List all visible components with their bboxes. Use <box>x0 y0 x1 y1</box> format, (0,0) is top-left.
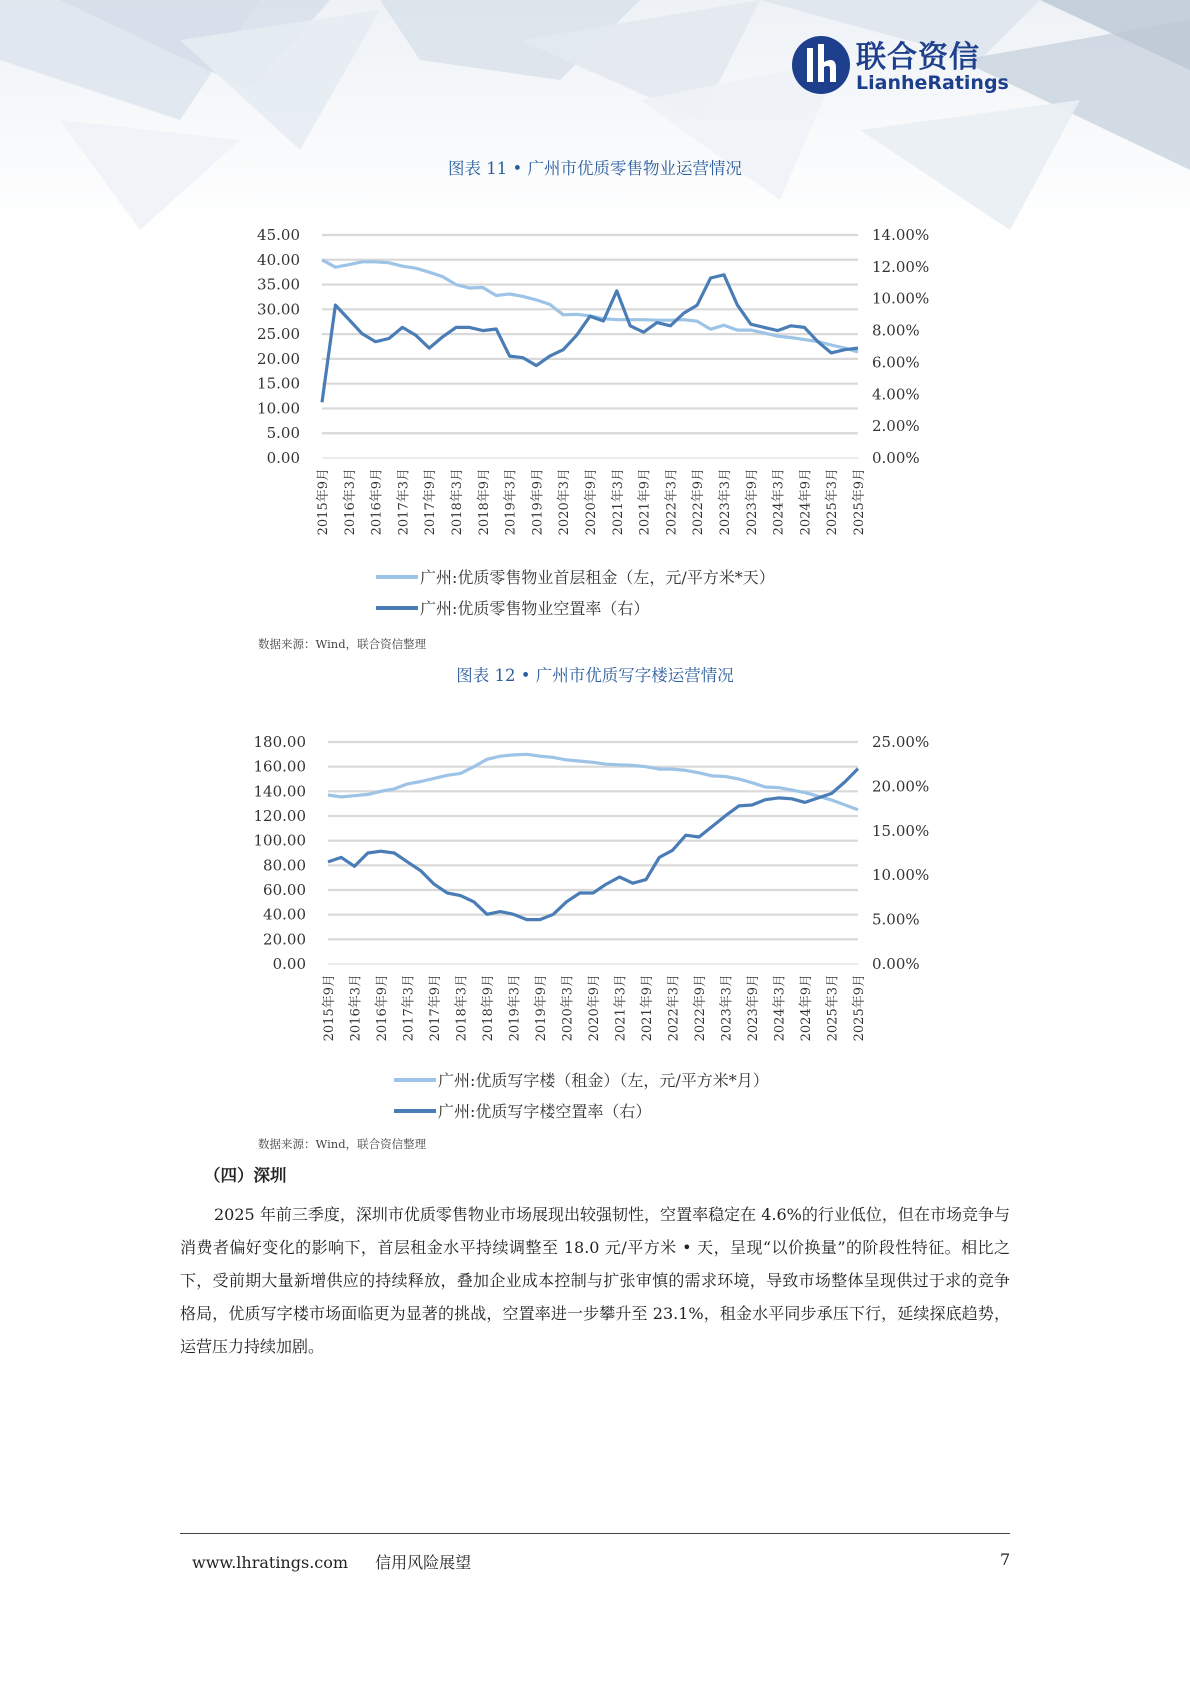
y-right-tick-label: 6.00% <box>872 353 920 372</box>
x-tick-label: 2022年3月 <box>664 468 680 536</box>
x-tick-label: 2025年3月 <box>825 974 841 1042</box>
x-tick-label: 2018年9月 <box>476 468 492 536</box>
company-logo <box>790 32 1020 102</box>
y-left-tick-label: 30.00 <box>257 300 300 319</box>
figure-11-chart <box>240 220 940 630</box>
y-left-tick-label: 35.00 <box>257 275 300 294</box>
x-tick-label: 2020年3月 <box>557 468 573 536</box>
y-left-tick-label: 180.00 <box>253 733 306 751</box>
figure-12-title: 图表 12 • 广州市优质写字楼运营情况 <box>456 666 734 685</box>
x-tick-label: 2021年3月 <box>613 974 629 1042</box>
x-tick-label: 2023年9月 <box>746 974 761 1042</box>
logo-english-name: LianheRatings <box>856 72 1009 94</box>
figure-12-source: 数据来源：Wind，联合资信整理 <box>258 1137 427 1151</box>
x-tick-label: 2019年3月 <box>507 974 523 1042</box>
y-left-tick-label: 40.00 <box>263 905 306 924</box>
x-tick-label: 2019年3月 <box>503 468 519 536</box>
x-tick-label: 2023年3月 <box>718 468 733 536</box>
y-right-tick-label: 10.00% <box>872 866 930 885</box>
x-tick-label: 2024年9月 <box>799 974 814 1042</box>
x-tick-label: 2021年9月 <box>637 468 653 536</box>
x-tick-label: 2018年9月 <box>481 974 496 1042</box>
y-left-tick-label: 60.00 <box>263 881 306 899</box>
y-left-tick-label: 80.00 <box>263 856 306 875</box>
figure-11-title: 图表 11 • 广州市优质零售物业运营情况 <box>448 159 742 178</box>
y-right-tick-label: 0.00% <box>872 955 920 973</box>
y-left-tick-label: 140.00 <box>253 782 306 801</box>
y-right-tick-label: 10.00% <box>872 289 930 308</box>
footer-website: www.lhratings.com <box>192 1553 349 1572</box>
y-right-tick-label: 14.00% <box>872 226 930 244</box>
y-right-tick-label: 15.00% <box>872 821 930 840</box>
y-left-tick-label: 20.00 <box>257 349 300 368</box>
x-tick-label: 2025年3月 <box>825 468 841 536</box>
x-tick-label: 2022年9月 <box>691 468 707 536</box>
section-heading: （四）深圳 <box>204 1166 287 1185</box>
x-tick-label: 2022年3月 <box>666 974 682 1042</box>
footer-publication: 信用风险展望 <box>375 1553 472 1572</box>
x-tick-label: 2025年9月 <box>852 468 867 536</box>
footer-divider <box>180 1533 1010 1534</box>
y-right-tick-label: 4.00% <box>872 385 920 404</box>
lianhe-logo-icon <box>790 34 852 96</box>
section-paragraph <box>180 1198 1010 1363</box>
x-tick-label: 2019年9月 <box>534 974 549 1042</box>
y-left-tick-label: 0.00 <box>266 449 300 467</box>
x-tick-label: 2020年3月 <box>560 974 576 1042</box>
x-tick-label: 2025年9月 <box>852 974 867 1042</box>
x-tick-label: 2024年3月 <box>771 468 787 536</box>
y-right-tick-label: 0.00% <box>872 449 920 467</box>
x-tick-label: 2024年9月 <box>798 468 814 536</box>
x-tick-label: 2021年9月 <box>640 974 655 1042</box>
x-tick-label: 2023年9月 <box>744 468 760 536</box>
y-right-tick-label: 5.00% <box>872 910 920 929</box>
x-tick-label: 2020年9月 <box>587 974 602 1042</box>
x-tick-label: 2015年9月 <box>322 974 337 1042</box>
figure-12-chart <box>240 726 940 1136</box>
series-line-1 <box>322 260 858 352</box>
x-tick-label: 2016年3月 <box>348 974 364 1042</box>
x-tick-label: 2016年9月 <box>369 468 385 536</box>
legend-label-2: 广州:优质写字楼空置率（右） <box>438 1102 652 1121</box>
y-left-tick-label: 40.00 <box>257 250 300 269</box>
x-tick-label: 2019年9月 <box>530 468 546 536</box>
x-tick-label: 2017年9月 <box>428 974 443 1042</box>
paragraph-text: 2025 年前三季度，深圳市优质零售物业市场展现出较强韧性，空置率稳定在 4.6%的行业低位，但在市场竞争与消费者偏好变化的影响下，首层租金水平持续调整至 18.0 元/平方米 • 天，呈现“以价换量”的阶段性特征。相比之下，受前期大量新增供应的持续释放，叠加企业成本控制与扩张审慎的需求环境，导致市场整体呈现供过于求的竞争格局，优质写字楼市场面临更为显著的挑战，空置率进一步攀升至 23.1%，租金水平同步承压下行，延续探底趋势，运营压力持续加剧。 <box>180 1205 1010 1356</box>
legend-label-1: 广州:优质写字楼（租金）（左，元/平方米*月） <box>438 1071 769 1090</box>
y-left-tick-label: 120.00 <box>253 807 306 825</box>
y-left-tick-label: 100.00 <box>253 831 306 850</box>
x-tick-label: 2022年9月 <box>693 974 708 1042</box>
x-tick-label: 2017年9月 <box>423 468 439 536</box>
y-right-tick-label: 20.00% <box>872 777 930 796</box>
y-left-tick-label: 20.00 <box>263 930 306 949</box>
x-tick-label: 2018年3月 <box>454 974 470 1042</box>
y-right-tick-label: 2.00% <box>872 417 920 436</box>
y-left-tick-label: 25.00 <box>257 325 300 344</box>
y-right-tick-label: 25.00% <box>872 733 930 751</box>
x-tick-label: 2016年3月 <box>342 468 358 536</box>
series-line-1 <box>328 754 858 810</box>
y-right-tick-label: 8.00% <box>872 321 920 340</box>
x-tick-label: 2023年3月 <box>719 974 735 1042</box>
legend-label-1: 广州:优质零售物业首层租金（左，元/平方米*天） <box>420 568 775 587</box>
x-tick-label: 2018年3月 <box>450 468 465 536</box>
x-tick-label: 2024年3月 <box>772 974 788 1042</box>
x-tick-label: 2017年3月 <box>401 974 417 1042</box>
y-left-tick-label: 0.00 <box>272 955 306 973</box>
page-number: 7 <box>1000 1550 1011 1569</box>
y-left-tick-label: 15.00 <box>257 374 300 393</box>
logo-chinese-name: 联合资信 <box>856 40 980 75</box>
y-left-tick-label: 45.00 <box>257 226 300 244</box>
y-left-tick-label: 10.00 <box>257 399 300 418</box>
x-tick-label: 2021年3月 <box>610 468 626 536</box>
x-tick-label: 2017年3月 <box>396 468 412 536</box>
y-left-tick-label: 160.00 <box>253 757 306 776</box>
x-tick-label: 2020年9月 <box>584 468 599 536</box>
figure-11-source: 数据来源：Wind，联合资信整理 <box>258 637 427 651</box>
x-tick-label: 2015年9月 <box>316 468 331 536</box>
x-tick-label: 2016年9月 <box>375 974 390 1042</box>
y-left-tick-label: 5.00 <box>266 424 300 443</box>
legend-label-2: 广州:优质零售物业空置率（右） <box>420 599 650 618</box>
footer-left <box>192 1550 493 1573</box>
y-right-tick-label: 12.00% <box>872 257 930 276</box>
